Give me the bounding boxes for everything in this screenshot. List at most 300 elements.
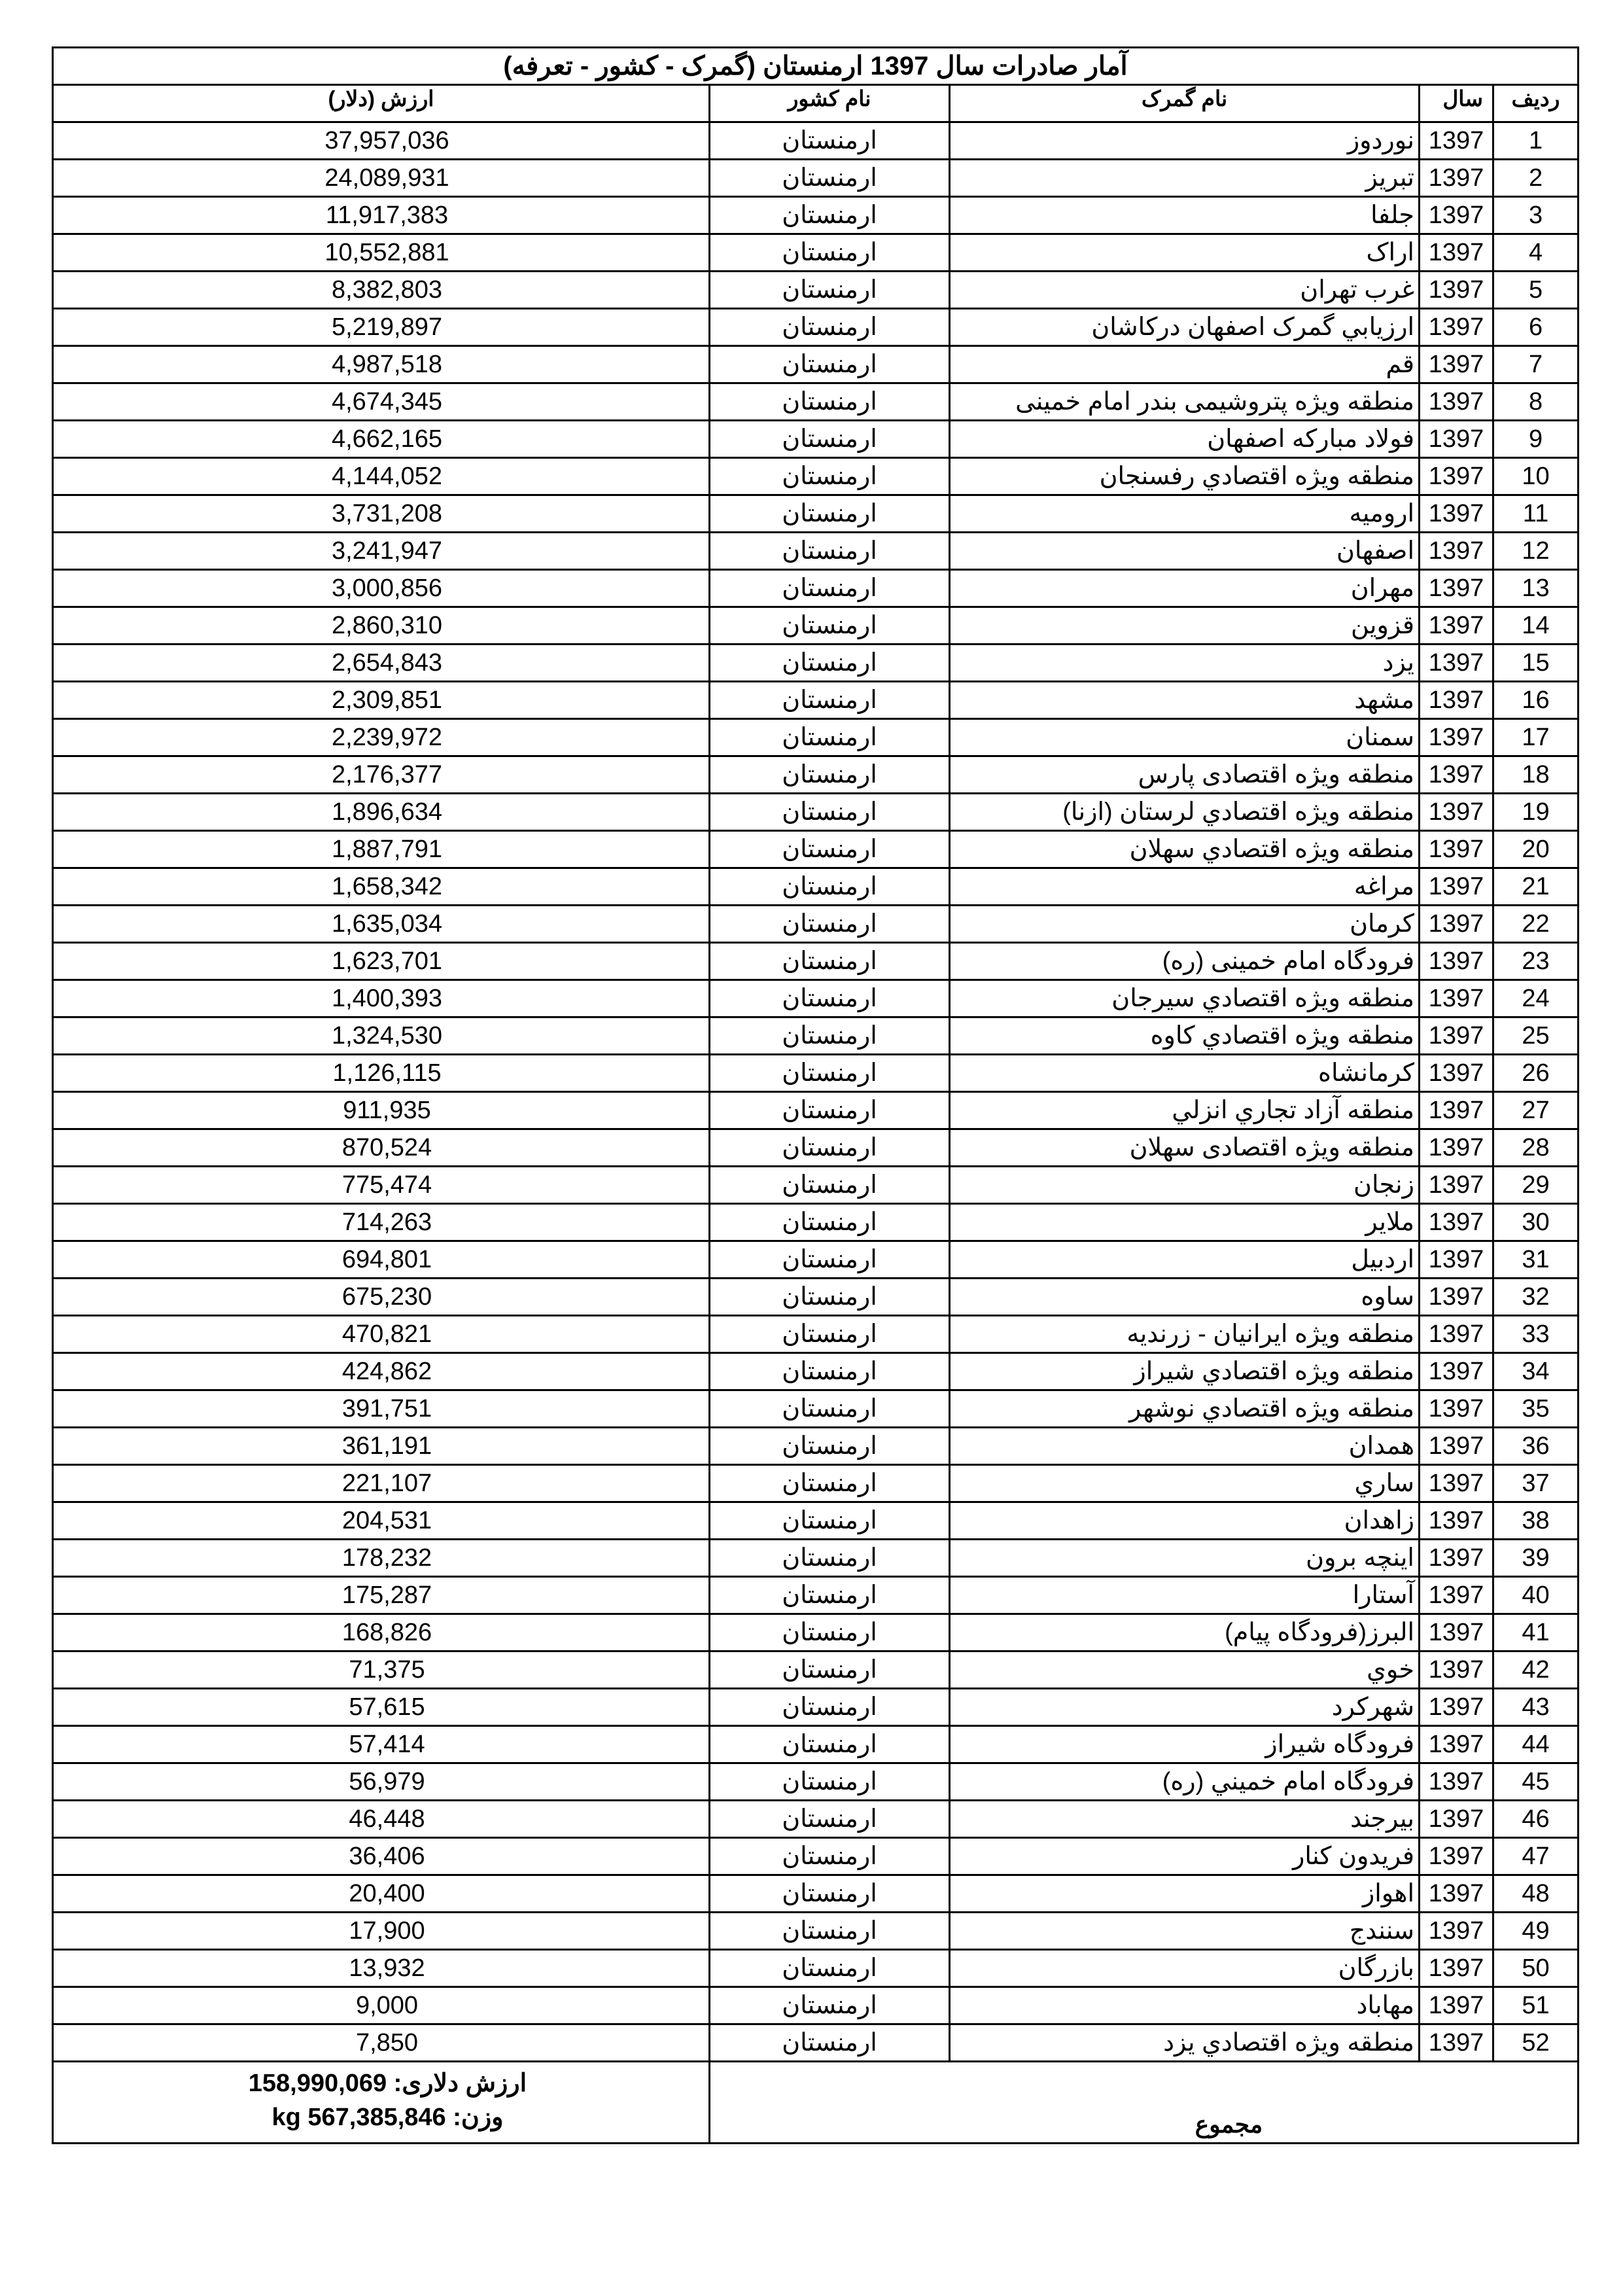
- country-cell: ارمنستان: [710, 234, 950, 272]
- value-cell: 36,406: [53, 1838, 710, 1875]
- row-number-cell: 51: [1493, 1987, 1579, 2024]
- year-cell: 1397: [1420, 234, 1493, 272]
- country-cell: ارمنستان: [710, 1987, 950, 2024]
- year-cell: 1397: [1420, 1390, 1493, 1428]
- year-cell: 1397: [1420, 421, 1493, 458]
- customs-cell: منطقه ویژه اقتصادي کاوه: [950, 1017, 1420, 1055]
- total-row: [53, 2062, 1579, 2144]
- value-cell: 11,917,383: [53, 197, 710, 234]
- row-number-cell: 50: [1493, 1950, 1579, 1987]
- customs-cell: فریدون کنار: [950, 1838, 1420, 1875]
- row-number-cell: 36: [1493, 1428, 1579, 1465]
- table-row: [53, 1353, 1579, 1390]
- row-number-cell: 26: [1493, 1055, 1579, 1092]
- year-cell: 1397: [1420, 1316, 1493, 1353]
- country-cell: ارمنستان: [710, 1204, 950, 1241]
- table-row: [53, 756, 1579, 794]
- row-number-cell: 20: [1493, 831, 1579, 868]
- table-row: [53, 719, 1579, 756]
- country-cell: ارمنستان: [710, 1316, 950, 1353]
- customs-cell: شهرکرد: [950, 1689, 1420, 1726]
- value-cell: 10,552,881: [53, 234, 710, 272]
- customs-cell: ارومیه: [950, 495, 1420, 533]
- customs-cell: فولاد مبارکه اصفهان: [950, 421, 1420, 458]
- value-cell: 361,191: [53, 1428, 710, 1465]
- customs-cell: منطقه ویژه اقتصادي لرستان (ازنا): [950, 794, 1420, 831]
- year-cell: 1397: [1420, 1129, 1493, 1167]
- table-row: [53, 272, 1579, 309]
- value-cell: 1,126,115: [53, 1055, 710, 1092]
- row-number-cell: 39: [1493, 1540, 1579, 1577]
- table-title: آمار صادرات سال 1397 ارمنستان (گمرک - کشور - تعرفه): [53, 48, 1579, 85]
- row-number-cell: 1: [1493, 122, 1579, 160]
- export-table: [52, 46, 1579, 2144]
- year-cell: 1397: [1420, 533, 1493, 570]
- table-body: [53, 122, 1579, 2062]
- customs-cell: اصفهان: [950, 533, 1420, 570]
- table-row: [53, 570, 1579, 607]
- country-cell: ارمنستان: [710, 756, 950, 794]
- value-cell: 1,324,530: [53, 1017, 710, 1055]
- table-row: [53, 197, 1579, 234]
- row-number-cell: 12: [1493, 533, 1579, 570]
- customs-cell: آستارا: [950, 1577, 1420, 1614]
- value-cell: 13,932: [53, 1950, 710, 1987]
- value-cell: 9,000: [53, 1987, 710, 2024]
- year-cell: 1397: [1420, 2024, 1493, 2062]
- country-cell: ارمنستان: [710, 1838, 950, 1875]
- total-weight-line: وزن: kg 567,385,846: [271, 2104, 504, 2131]
- row-number-cell: 25: [1493, 1017, 1579, 1055]
- header-country: نام کشور: [710, 85, 950, 122]
- year-cell: 1397: [1420, 980, 1493, 1017]
- table-row: [53, 1689, 1579, 1726]
- value-cell: 17,900: [53, 1913, 710, 1950]
- value-cell: 46,448: [53, 1801, 710, 1838]
- country-cell: ارمنستان: [710, 1614, 950, 1651]
- row-number-cell: 48: [1493, 1875, 1579, 1913]
- year-cell: 1397: [1420, 1465, 1493, 1502]
- customs-cell: منطقه ویژه اقتصادي سهلان: [950, 831, 1420, 868]
- value-cell: 37,957,036: [53, 122, 710, 160]
- country-cell: ارمنستان: [710, 1763, 950, 1801]
- table-row: [53, 794, 1579, 831]
- table-row: [53, 1502, 1579, 1540]
- export-statistics-sheet: [52, 46, 1577, 2144]
- table-row: [53, 682, 1579, 719]
- value-cell: 911,935: [53, 1092, 710, 1129]
- year-cell: 1397: [1420, 1577, 1493, 1614]
- value-cell: 1,658,342: [53, 868, 710, 906]
- customs-cell: منطقه ویژه اقتصادي رفسنجان: [950, 458, 1420, 495]
- country-cell: ارمنستان: [710, 2024, 950, 2062]
- customs-cell: خوي: [950, 1651, 1420, 1689]
- customs-cell: ملایر: [950, 1204, 1420, 1241]
- customs-cell: زنجان: [950, 1167, 1420, 1204]
- table-row: [53, 1987, 1579, 2024]
- table-row: [53, 160, 1579, 197]
- country-cell: ارمنستان: [710, 868, 950, 906]
- header-year: سال: [1420, 85, 1493, 122]
- country-cell: ارمنستان: [710, 1017, 950, 1055]
- row-number-cell: 38: [1493, 1502, 1579, 1540]
- customs-cell: زاهدان: [950, 1502, 1420, 1540]
- year-cell: 1397: [1420, 1167, 1493, 1204]
- customs-cell: جلفا: [950, 197, 1420, 234]
- country-cell: ارمنستان: [710, 533, 950, 570]
- value-cell: 470,821: [53, 1316, 710, 1353]
- value-cell: 1,623,701: [53, 943, 710, 980]
- customs-cell: منطقه ویژه پتروشیمی بندر امام خمینی: [950, 383, 1420, 421]
- row-number-cell: 40: [1493, 1577, 1579, 1614]
- table-row: [53, 383, 1579, 421]
- value-cell: 8,382,803: [53, 272, 710, 309]
- row-number-cell: 2: [1493, 160, 1579, 197]
- customs-cell: اهواز: [950, 1875, 1420, 1913]
- year-cell: 1397: [1420, 1204, 1493, 1241]
- year-cell: 1397: [1420, 1651, 1493, 1689]
- year-cell: 1397: [1420, 197, 1493, 234]
- country-cell: ارمنستان: [710, 607, 950, 645]
- row-number-cell: 49: [1493, 1913, 1579, 1950]
- row-number-cell: 5: [1493, 272, 1579, 309]
- row-number-cell: 3: [1493, 197, 1579, 234]
- value-cell: 4,674,345: [53, 383, 710, 421]
- country-cell: ارمنستان: [710, 1055, 950, 1092]
- row-number-cell: 31: [1493, 1241, 1579, 1279]
- country-cell: ارمنستان: [710, 831, 950, 868]
- country-cell: ارمنستان: [710, 458, 950, 495]
- country-cell: ارمنستان: [710, 980, 950, 1017]
- value-cell: 4,662,165: [53, 421, 710, 458]
- country-cell: ارمنستان: [710, 1801, 950, 1838]
- value-cell: 1,887,791: [53, 831, 710, 868]
- country-cell: ارمنستان: [710, 1540, 950, 1577]
- customs-cell: فرودگاه امام خميني (ره): [950, 1763, 1420, 1801]
- year-cell: 1397: [1420, 1540, 1493, 1577]
- country-cell: ارمنستان: [710, 943, 950, 980]
- year-cell: 1397: [1420, 1763, 1493, 1801]
- table-row: [53, 980, 1579, 1017]
- year-cell: 1397: [1420, 1801, 1493, 1838]
- year-cell: 1397: [1420, 1689, 1493, 1726]
- value-cell: 57,615: [53, 1689, 710, 1726]
- year-cell: 1397: [1420, 458, 1493, 495]
- customs-cell: منطقه ویژه ایرانیان - زرندیه: [950, 1316, 1420, 1353]
- table-row: [53, 645, 1579, 682]
- row-number-cell: 23: [1493, 943, 1579, 980]
- table-row: [53, 234, 1579, 272]
- table-row: [53, 1651, 1579, 1689]
- year-cell: 1397: [1420, 1241, 1493, 1279]
- country-cell: ارمنستان: [710, 794, 950, 831]
- country-cell: ارمنستان: [710, 1092, 950, 1129]
- row-number-cell: 21: [1493, 868, 1579, 906]
- row-number-cell: 8: [1493, 383, 1579, 421]
- year-cell: 1397: [1420, 607, 1493, 645]
- value-cell: 2,176,377: [53, 756, 710, 794]
- value-cell: 1,635,034: [53, 906, 710, 943]
- value-cell: 714,263: [53, 1204, 710, 1241]
- header-row-number: ردیف: [1493, 85, 1579, 122]
- table-row: [53, 1763, 1579, 1801]
- table-row: [53, 2024, 1579, 2062]
- year-cell: 1397: [1420, 1913, 1493, 1950]
- customs-cell: اراک: [950, 234, 1420, 272]
- country-cell: ارمنستان: [710, 719, 950, 756]
- row-number-cell: 33: [1493, 1316, 1579, 1353]
- year-cell: 1397: [1420, 719, 1493, 756]
- customs-cell: تبریز: [950, 160, 1420, 197]
- customs-cell: البرز(فرودگاه پیام): [950, 1614, 1420, 1651]
- row-number-cell: 24: [1493, 980, 1579, 1017]
- value-cell: 4,144,052: [53, 458, 710, 495]
- value-cell: 20,400: [53, 1875, 710, 1913]
- row-number-cell: 22: [1493, 906, 1579, 943]
- customs-cell: یزد: [950, 645, 1420, 682]
- row-number-cell: 13: [1493, 570, 1579, 607]
- customs-cell: منطقه ویژه اقتصادی سهلان: [950, 1129, 1420, 1167]
- row-number-cell: 42: [1493, 1651, 1579, 1689]
- value-cell: 1,400,393: [53, 980, 710, 1017]
- country-cell: ارمنستان: [710, 272, 950, 309]
- value-cell: 5,219,897: [53, 309, 710, 346]
- row-number-cell: 9: [1493, 421, 1579, 458]
- customs-cell: منطقه آزاد تجاري انزلي: [950, 1092, 1420, 1129]
- country-cell: ارمنستان: [710, 1465, 950, 1502]
- row-number-cell: 32: [1493, 1279, 1579, 1316]
- country-cell: ارمنستان: [710, 495, 950, 533]
- row-number-cell: 44: [1493, 1726, 1579, 1763]
- table-row: [53, 1726, 1579, 1763]
- value-cell: 391,751: [53, 1390, 710, 1428]
- year-cell: 1397: [1420, 1726, 1493, 1763]
- row-number-cell: 10: [1493, 458, 1579, 495]
- country-cell: ارمنستان: [710, 1689, 950, 1726]
- country-cell: ارمنستان: [710, 1428, 950, 1465]
- value-cell: 424,862: [53, 1353, 710, 1390]
- value-cell: 3,731,208: [53, 495, 710, 533]
- value-cell: 178,232: [53, 1540, 710, 1577]
- table-row: [53, 1390, 1579, 1428]
- year-cell: 1397: [1420, 1987, 1493, 2024]
- year-cell: 1397: [1420, 868, 1493, 906]
- country-cell: ارمنستان: [710, 421, 950, 458]
- customs-cell: نوردوز: [950, 122, 1420, 160]
- row-number-cell: 34: [1493, 1353, 1579, 1390]
- customs-cell: مهران: [950, 570, 1420, 607]
- total-value-line: ارزش دلاری: 158,990,069: [248, 2070, 527, 2097]
- table-row: [53, 831, 1579, 868]
- table-row: [53, 421, 1579, 458]
- table-row: [53, 868, 1579, 906]
- header-value: ارزش (دلار): [53, 85, 710, 122]
- value-cell: 775,474: [53, 1167, 710, 1204]
- row-number-cell: 29: [1493, 1167, 1579, 1204]
- table-row: [53, 1055, 1579, 1092]
- value-cell: 2,239,972: [53, 719, 710, 756]
- country-cell: ارمنستان: [710, 1502, 950, 1540]
- country-cell: ارمنستان: [710, 645, 950, 682]
- year-cell: 1397: [1420, 1279, 1493, 1316]
- country-cell: ارمنستان: [710, 1577, 950, 1614]
- customs-cell: کرمانشاه: [950, 1055, 1420, 1092]
- country-cell: ارمنستان: [710, 122, 950, 160]
- value-cell: 204,531: [53, 1502, 710, 1540]
- row-number-cell: 7: [1493, 346, 1579, 383]
- value-cell: 675,230: [53, 1279, 710, 1316]
- country-cell: ارمنستان: [710, 383, 950, 421]
- table-row: [53, 533, 1579, 570]
- table-row: [53, 1465, 1579, 1502]
- year-cell: 1397: [1420, 1502, 1493, 1540]
- country-cell: ارمنستان: [710, 309, 950, 346]
- table-row: [53, 1428, 1579, 1465]
- year-cell: 1397: [1420, 495, 1493, 533]
- customs-cell: قم: [950, 346, 1420, 383]
- table-row: [53, 1913, 1579, 1950]
- row-number-cell: 16: [1493, 682, 1579, 719]
- row-number-cell: 4: [1493, 234, 1579, 272]
- country-cell: ارمنستان: [710, 1353, 950, 1390]
- table-row: [53, 1577, 1579, 1614]
- value-cell: 3,241,947: [53, 533, 710, 570]
- value-cell: 2,860,310: [53, 607, 710, 645]
- year-cell: 1397: [1420, 122, 1493, 160]
- country-cell: ارمنستان: [710, 1913, 950, 1950]
- row-number-cell: 46: [1493, 1801, 1579, 1838]
- customs-cell: فرودگاه امام خمینی (ره): [950, 943, 1420, 980]
- value-cell: 870,524: [53, 1129, 710, 1167]
- country-cell: ارمنستان: [710, 1241, 950, 1279]
- customs-cell: منطقه ویژه اقتصادی پارس: [950, 756, 1420, 794]
- row-number-cell: 18: [1493, 756, 1579, 794]
- customs-cell: قزوین: [950, 607, 1420, 645]
- row-number-cell: 19: [1493, 794, 1579, 831]
- year-cell: 1397: [1420, 943, 1493, 980]
- customs-cell: منطقه ویژه اقتصادي شیراز: [950, 1353, 1420, 1390]
- country-cell: ارمنستان: [710, 570, 950, 607]
- country-cell: ارمنستان: [710, 1651, 950, 1689]
- row-number-cell: 14: [1493, 607, 1579, 645]
- customs-cell: اینچه برون: [950, 1540, 1420, 1577]
- year-cell: 1397: [1420, 794, 1493, 831]
- table-row: [53, 1540, 1579, 1577]
- row-number-cell: 11: [1493, 495, 1579, 533]
- table-row: [53, 346, 1579, 383]
- row-number-cell: 47: [1493, 1838, 1579, 1875]
- row-number-cell: 52: [1493, 2024, 1579, 2062]
- header-customs: نام گمرک: [950, 85, 1420, 122]
- customs-cell: بازرگان: [950, 1950, 1420, 1987]
- value-cell: 24,089,931: [53, 160, 710, 197]
- table-row: [53, 1801, 1579, 1838]
- table-row: [53, 943, 1579, 980]
- year-cell: 1397: [1420, 682, 1493, 719]
- year-cell: 1397: [1420, 383, 1493, 421]
- year-cell: 1397: [1420, 831, 1493, 868]
- year-cell: 1397: [1420, 1353, 1493, 1390]
- total-label: مجموع: [710, 2062, 1579, 2144]
- row-number-cell: 41: [1493, 1614, 1579, 1651]
- country-cell: ارمنستان: [710, 346, 950, 383]
- table-row: [53, 309, 1579, 346]
- year-cell: 1397: [1420, 1017, 1493, 1055]
- country-cell: ارمنستان: [710, 682, 950, 719]
- row-number-cell: 35: [1493, 1390, 1579, 1428]
- customs-cell: منطقه ویژه اقتصادي یزد: [950, 2024, 1420, 2062]
- value-cell: 221,107: [53, 1465, 710, 1502]
- year-cell: 1397: [1420, 272, 1493, 309]
- customs-cell: همدان: [950, 1428, 1420, 1465]
- year-cell: 1397: [1420, 756, 1493, 794]
- customs-cell: کرمان: [950, 906, 1420, 943]
- table-row: [53, 1838, 1579, 1875]
- table-row: [53, 1279, 1579, 1316]
- table-row: [53, 1614, 1579, 1651]
- row-number-cell: 37: [1493, 1465, 1579, 1502]
- customs-cell: غرب تهران: [950, 272, 1420, 309]
- year-cell: 1397: [1420, 346, 1493, 383]
- year-cell: 1397: [1420, 1614, 1493, 1651]
- year-cell: 1397: [1420, 1055, 1493, 1092]
- value-cell: 71,375: [53, 1651, 710, 1689]
- year-cell: 1397: [1420, 1092, 1493, 1129]
- customs-cell: فرودگاه شیراز: [950, 1726, 1420, 1763]
- value-cell: 175,287: [53, 1577, 710, 1614]
- row-number-cell: 27: [1493, 1092, 1579, 1129]
- table-row: [53, 1204, 1579, 1241]
- table-row: [53, 906, 1579, 943]
- customs-cell: مهاباد: [950, 1987, 1420, 2024]
- value-cell: 2,654,843: [53, 645, 710, 682]
- value-cell: 56,979: [53, 1763, 710, 1801]
- country-cell: ارمنستان: [710, 1279, 950, 1316]
- country-cell: ارمنستان: [710, 1875, 950, 1913]
- header-row: [53, 85, 1579, 122]
- table-row: [53, 458, 1579, 495]
- customs-cell: ارزیابي گمرک اصفهان درکاشان: [950, 309, 1420, 346]
- table-row: [53, 1092, 1579, 1129]
- customs-cell: مشهد: [950, 682, 1420, 719]
- country-cell: ارمنستان: [710, 1950, 950, 1987]
- table-row: [53, 122, 1579, 160]
- totals-values: [53, 2062, 710, 2144]
- row-number-cell: 28: [1493, 1129, 1579, 1167]
- row-number-cell: 15: [1493, 645, 1579, 682]
- country-cell: ارمنستان: [710, 1129, 950, 1167]
- table-row: [53, 1241, 1579, 1279]
- year-cell: 1397: [1420, 645, 1493, 682]
- table-row: [53, 1017, 1579, 1055]
- customs-cell: سنندج: [950, 1913, 1420, 1950]
- year-cell: 1397: [1420, 570, 1493, 607]
- country-cell: ارمنستان: [710, 197, 950, 234]
- customs-cell: ساري: [950, 1465, 1420, 1502]
- year-cell: 1397: [1420, 1950, 1493, 1987]
- table-row: [53, 1167, 1579, 1204]
- table-row: [53, 607, 1579, 645]
- row-number-cell: 45: [1493, 1763, 1579, 1801]
- customs-cell: سمنان: [950, 719, 1420, 756]
- customs-cell: منطقه ویژه اقتصادي نوشهر: [950, 1390, 1420, 1428]
- row-number-cell: 43: [1493, 1689, 1579, 1726]
- year-cell: 1397: [1420, 160, 1493, 197]
- value-cell: 1,896,634: [53, 794, 710, 831]
- table-row: [53, 1875, 1579, 1913]
- value-cell: 168,826: [53, 1614, 710, 1651]
- table-row: [53, 1316, 1579, 1353]
